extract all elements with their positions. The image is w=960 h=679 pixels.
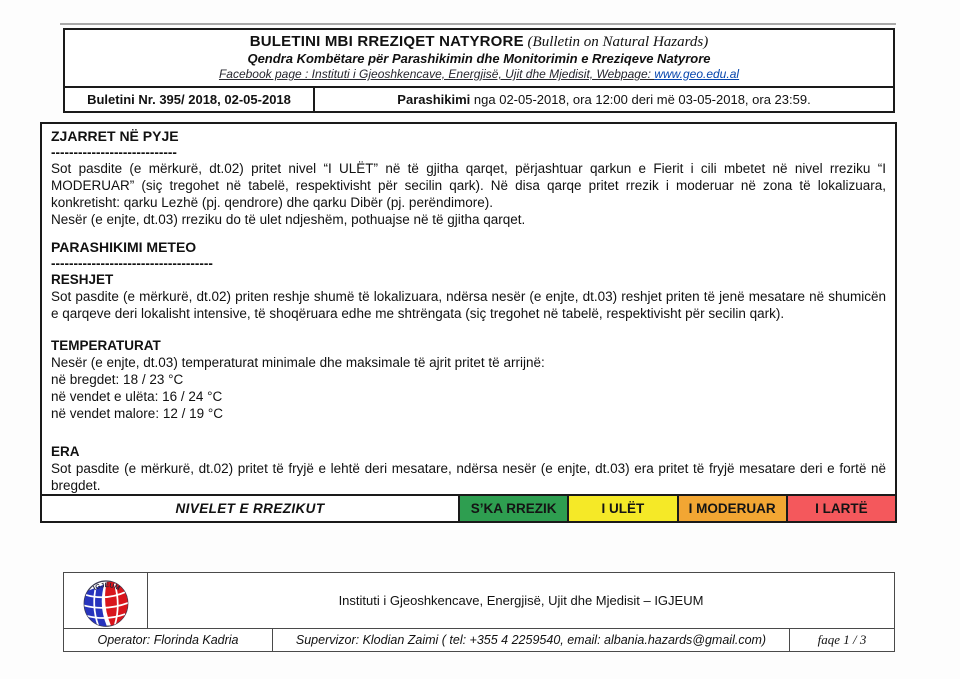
institute-name: Instituti i Gjeoshkencave, Energjisë, Ujit dhe Mjedisit – IGJEUM	[338, 593, 704, 608]
footer-box	[63, 572, 895, 652]
logo-cell	[64, 573, 148, 628]
facebook-line-text: Facebook page : Instituti i Gjeoshkencave, Energjisë, Ujit dhe Mjedisit, Webpage:	[218, 67, 655, 81]
bulletin-subtitle: Qendra Kombëtare për Parashikimin dhe Monitorimin e Rreziqeve Natyrore	[247, 51, 711, 66]
operator-name: Operator: Florinda Kadria	[64, 629, 273, 651]
section-heading-fires: ZJARRET NË PYJE	[51, 128, 179, 144]
igjeum-logo-icon	[79, 574, 133, 628]
bulletin-title: BULETINI MBI RREZIQET NATYRORE	[249, 33, 524, 50]
forecast-period	[315, 88, 893, 111]
temperature-line-mountains: në vendet malore: 12 / 19 °C	[51, 406, 223, 421]
main-content	[42, 124, 895, 494]
risk-level-cell: I MODERUAR	[677, 496, 786, 521]
supervisor-info: Supervizor: Klodian Zaimi ( tel: +355 4 2259540, email: albania.hazards@gmail.com)	[273, 629, 790, 651]
page-number: faqe 1 / 3	[817, 632, 867, 647]
temperature-line-lowlands: në vendet e ulëta: 16 / 24 °C	[51, 389, 223, 404]
temperature-line-coast: në bregdet: 18 / 23 °C	[51, 372, 184, 387]
logo-text: IGJEUM	[91, 581, 121, 592]
fires-paragraph-2: Nesër (e enjte, dt.03) rreziku do të ulet ndjeshëm, pothuajse në të gjitha qarqet.	[51, 212, 526, 227]
forecast-label: Parashikimi	[397, 92, 471, 107]
subsection-heading-wind: ERA	[51, 444, 80, 459]
subsection-heading-temperatures: TEMPERATURAT	[51, 338, 161, 353]
section-heading-meteo: PARASHIKIMI METEO	[51, 239, 197, 255]
temperatures-intro: Nesër (e enjte, dt.03) temperaturat minimale dhe maksimale të ajrit pritet të arrijnë:	[51, 355, 545, 370]
risk-levels-label: NIVELET E RREZIKUT	[175, 501, 325, 516]
rainfall-paragraph: Sot pasdite (e mërkurë, dt.02) priten reshje shumë të lokalizuara, ndërsa nesër (e enjte, dt.03) reshjet priten të jenë mesatare në shumicën e qarqeve deri lokalisht intensive, të shoqëruara edhe me shtrëngata (siç tregohet në tabelë, respektivisht për secilin qark).	[51, 289, 886, 321]
divider-dashes: ------------------------------------	[51, 256, 213, 271]
bulletin-info-row	[65, 86, 893, 111]
risk-levels-bar	[42, 494, 895, 521]
bulletin-title-english: (Bulletin on Natural Hazards)	[523, 34, 709, 50]
forecast-period-text: nga 02-05-2018, ora 12:00 deri më 03-05-2018, ora 23:59.	[470, 92, 811, 107]
title-line	[69, 33, 889, 51]
page-edge-line	[60, 23, 896, 25]
subsection-heading-rainfall: RESHJET	[51, 272, 114, 287]
main-content-box	[40, 122, 897, 523]
footer-bottom-row	[64, 628, 894, 651]
fires-paragraph-1: Sot pasdite (e mërkurë, dt.02) pritet nivel “I ULËT” në të gjitha qarqet, përjashtuar qarkun e Fierit i cili mbetet në nivel rreziku “I MODERUAR” (siç tregohet në tabelë, respektivisht për secilin qark). Në disa qarqe pritet rrezik i moderuar në zona të lokalizuara, konkretisht: qarku Lezhë (pj. qendrore) dhe qarku Dibër (pj. perëndimore).	[51, 161, 886, 210]
risk-level-cell: S’KA RREZIK	[458, 496, 567, 521]
footer-top-row	[64, 573, 894, 628]
risk-level-cell: I ULËT	[567, 496, 676, 521]
title-block	[65, 30, 893, 86]
wind-paragraph: Sot pasdite (e mërkurë, dt.02) pritet të fryjë e lehtë deri mesatare, ndërsa nesër (e enjte, dt.03) era pritet të fryjë mesatare deri e fortë në bregdet.	[51, 461, 886, 493]
bulletin-number: Buletini Nr. 395/ 2018, 02-05-2018	[65, 88, 315, 111]
risk-level-cell: I LARTË	[786, 496, 895, 521]
header-box	[63, 28, 895, 113]
facebook-line	[69, 67, 889, 82]
webpage-link[interactable]: www.geo.edu.al	[654, 67, 740, 81]
divider-dashes: ----------------------------	[51, 145, 177, 160]
